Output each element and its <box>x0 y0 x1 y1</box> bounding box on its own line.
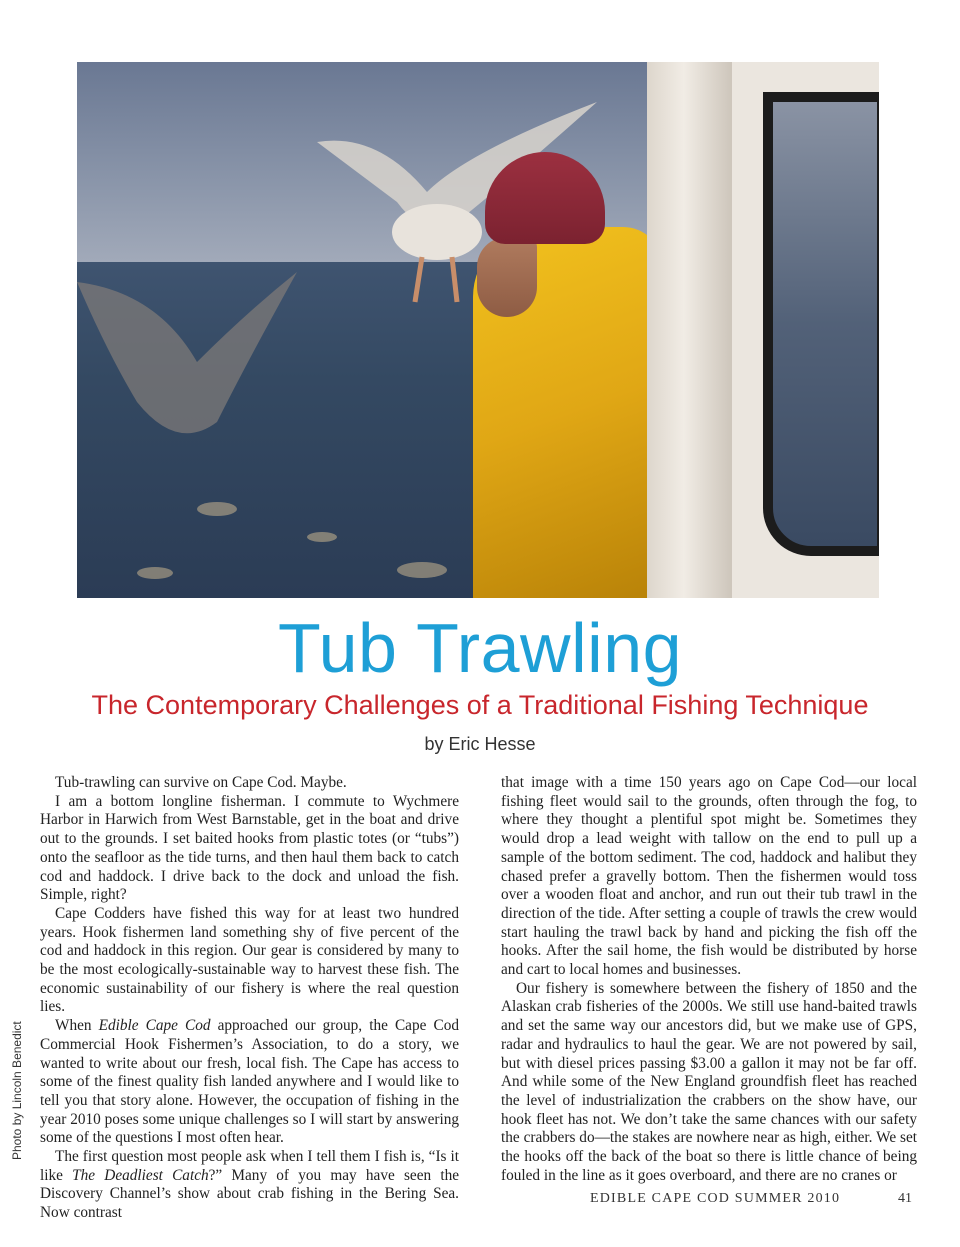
article-subtitle: The Contemporary Challenges of a Traditional Fishing Technique <box>91 690 869 720</box>
text-run: approached our group, the Cape Cod Commercial Hook Fishermen’s Association, to do a story, we wanted to write about our fresh, local fish. The Cape has access to some of the finest quality fish landed anywhere and I would like to tell you that story alone. However, the occupation of fishing in the year 2010 poses some unique challenges so I will start by answering some of the questions I most often hear. <box>40 1017 459 1147</box>
paragraph: Tub-trawling can survive on Cape Cod. Maybe. <box>55 774 347 791</box>
right-column <box>501 774 917 1185</box>
paragraph <box>40 1017 459 1148</box>
photo-credit: Photo by Lincoln Benedict <box>10 1021 24 1160</box>
sea-glint <box>307 532 337 542</box>
seagull-illustration <box>77 222 307 462</box>
paragraph: Our fishery is somewhere between the fishery of 1850 and the Alaskan crab fisheries of the 2000s. We still use hand-baited trawls and set the same way our ancestors did, but we make use of GPS, radar and hydraulics to haul the gear. We are not powered by sail, but with diesel prices passing $3.00 a gallon it may not be far off. And while some of the New England groundfish fleet has reached the level of industrialization the crabbers on the show have, our hook fleet has not. We don’t take the same chances with our safety the crabbers do—the stakes are nowhere near as high, either. We set the hooks off the back of the boat so there is little chance of being fouled in the line as it goes overboard, and there are no cranes or <box>501 979 917 1184</box>
hero-photo <box>77 62 879 598</box>
sea-glint <box>197 502 237 516</box>
paragraph <box>40 1148 459 1223</box>
paragraph: that image with a time 150 years ago on Cape Cod—our local fishing fleet would sail to the grounds, often through the fog, to where they thought a plentiful spot might be. Sometimes they would drop a lead weight with tallow on the end to pull up a sample of the bottom sediment. The cod, haddock and halibut they chased prefer a gravelly bottom. Then the fishermen would toss over a wooden float and anchor, and run out their tub trawl in the direction of the tide. After setting a couple of trawls the crew would start hauling the trawl back by hand and picking the fish off the hooks. After the sail home, the fish would be distributed by horse and cart to local homes and businesses. <box>501 774 917 979</box>
sea-glint <box>137 567 173 579</box>
paragraph: I am a bottom longline fisherman. I commute to Wychmere Harbor in Harwich from West Barnstable, get in the boat and drive out to the grounds. I set baited hooks from plastic totes (or “tubs”) onto the seafloor as the tide turns, and then haul them back to catch cod and haddock. I drive back to the dock and unload the fish. Simple, right? <box>40 792 459 904</box>
show-title: The Deadliest Catch <box>72 1166 209 1184</box>
footer-publication: EDIBLE CAPE COD SUMMER 2010 <box>590 1191 841 1206</box>
text-run: ?” Many of you may have seen the Discovery Channel’s show about crab fishing in the Bering Sea. Now contrast <box>40 1166 460 1222</box>
left-column <box>40 774 459 1223</box>
paragraph: Cape Codders have fished this way for at least two hundred years. Hook fishermen land something shy of five percent of the cod and haddock in this region. Our gear is considered by many to be the most ecologically-sustainable way to harvest these fish. The economic sustainability of our fishery is where the real question lies. <box>40 904 459 1016</box>
article-byline: by Eric Hesse <box>424 734 536 754</box>
publication-name: Edible Cape Cod <box>98 1017 211 1035</box>
text-run: When <box>55 1017 99 1035</box>
article-title: Tub Trawling <box>277 609 683 687</box>
sea-glint <box>397 562 447 578</box>
text-run: The first question most people ask when I tell them I fish is, “Is it like <box>40 1148 459 1184</box>
page-number: 41 <box>898 1191 912 1206</box>
cabin-window <box>763 92 879 556</box>
fisherman-face <box>477 237 537 317</box>
boat-frame <box>647 62 739 598</box>
